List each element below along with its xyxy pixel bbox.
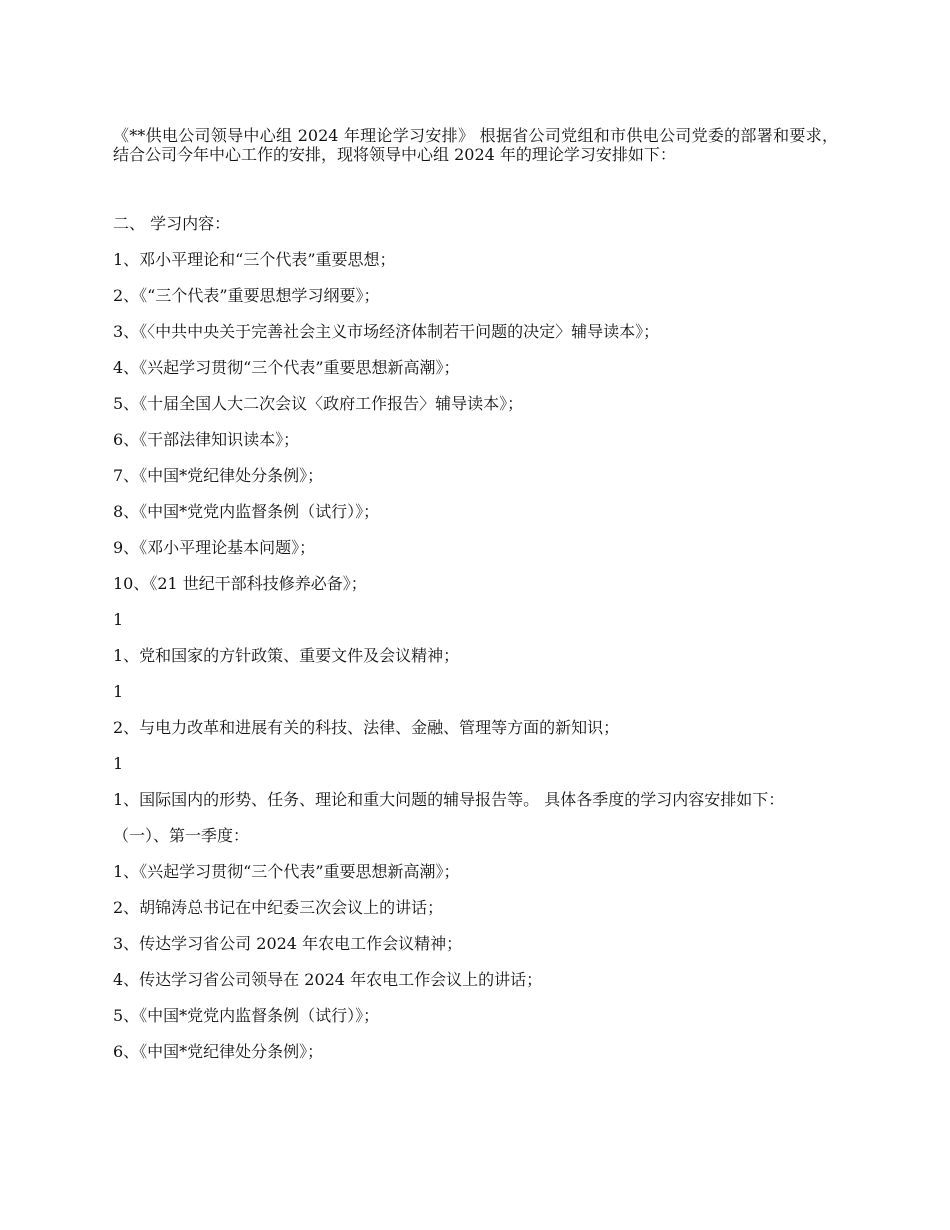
list-item: 6、《干部法律知识读本》； [113, 430, 300, 449]
list-item: 4、传达学习省公司领导在 2024 年农电工作会议上的讲话； [113, 970, 543, 989]
list-item: 6、《中国*党纪律处分条例》； [113, 1042, 324, 1061]
content-lines [113, 214, 838, 1061]
list-item: 1、邓小平理论和“三个代表”重要思想； [113, 250, 396, 269]
subsection-heading: （一）、第一季度： [113, 826, 250, 845]
list-marker: 1 [113, 682, 124, 701]
list-item: 3、传达学习省公司 2024 年农电工作会议精神； [113, 934, 463, 953]
list-item: 2、《“三个代表”重要思想学习纲要》； [113, 286, 380, 305]
list-item: 4、《兴起学习贯彻“三个代表”重要思想新高潮》； [113, 358, 460, 377]
list-item: 10、《21 世纪干部科技修养必备》； [113, 574, 367, 593]
list-item: 7、《中国*党纪律处分条例》； [113, 466, 324, 485]
list-item: 8、《中国*党党内监督条例（试行）》； [113, 502, 380, 521]
list-item: 9、《邓小平理论基本问题》； [113, 538, 316, 557]
list-item: 1、《兴起学习贯彻“三个代表”重要思想新高潮》； [113, 862, 460, 881]
list-item: 2、胡锦涛总书记在中纪委三次会议上的讲话； [113, 898, 444, 917]
list-marker: 1 [113, 610, 124, 629]
document-page [113, 126, 838, 1078]
intro-paragraph: 《**供电公司领导中心组 2024 年理论学习安排》 根据省公司党组和市供电公司党委的部署和要求，结合公司今年中心工作的安排，现将领导中心组 2024 年的理论学习安排如下： [113, 126, 838, 164]
list-marker: 1 [113, 754, 124, 773]
section-heading: 二、 学习内容： [113, 214, 231, 233]
list-item: 5、《十届全国人大二次会议〈政府工作报告〉辅导读本》； [113, 394, 524, 413]
list-item: 1、国际国内的形势、任务、理论和重大问题的辅导报告等。 具体各季度的学习内容安排如下： [113, 790, 785, 809]
list-item: 3、《〈中共中央关于完善社会主义市场经济体制若干问题的决定〉辅导读本》； [113, 322, 660, 341]
list-item: 2、与电力改革和进展有关的科技、法律、金融、管理等方面的新知识； [113, 718, 620, 737]
list-item: 1、党和国家的方针政策、重要文件及会议精神； [113, 646, 460, 665]
list-item: 5、《中国*党党内监督条例（试行）》； [113, 1006, 380, 1025]
